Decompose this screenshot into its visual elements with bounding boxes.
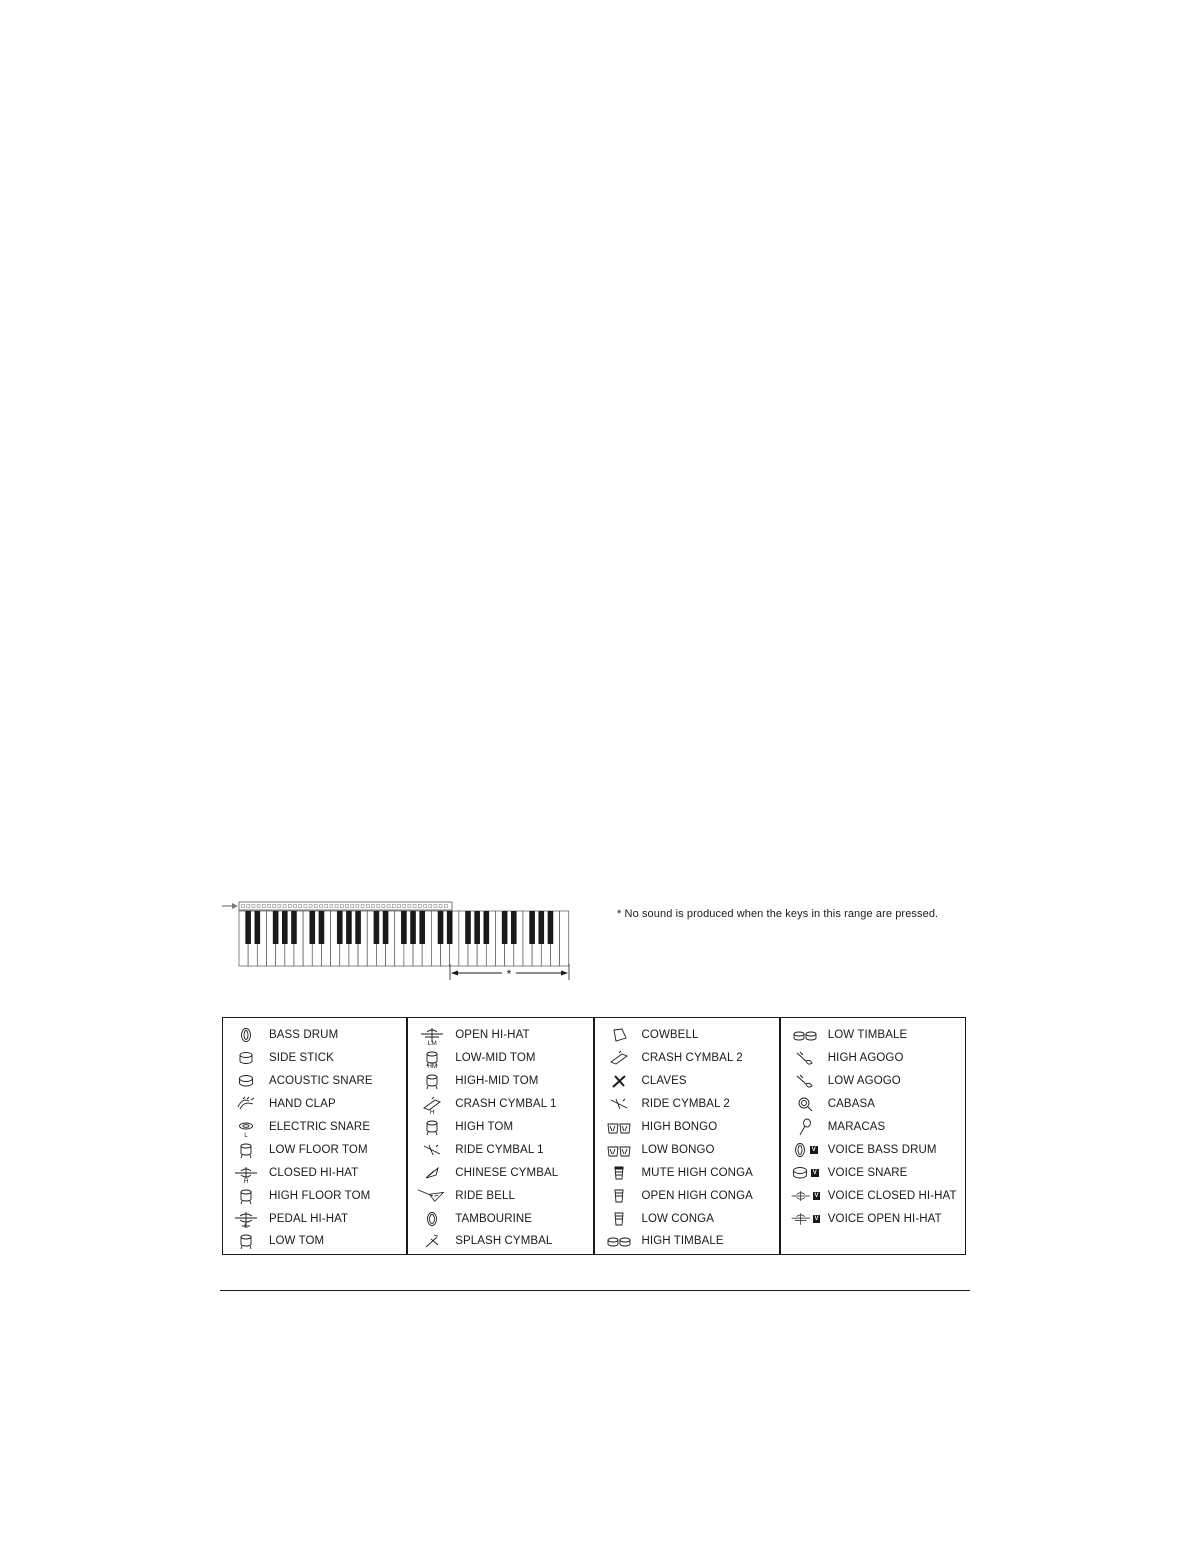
high-timbale-icon [604,1230,634,1252]
legend-label: VOICE OPEN HI-HAT [827,1212,942,1225]
legend-label: CLAVES [641,1075,687,1088]
strip-instrument-icon [309,905,312,908]
high-mid-tom-icon [417,1063,447,1092]
legend-label: HIGH BONGO [641,1121,718,1133]
bottom-rule [220,1290,970,1291]
legend-label: COWBELL [641,1029,699,1042]
cowbell-icon [604,1024,634,1046]
splash-cymbal-icon [417,1230,447,1252]
hand-clap-icon [231,1093,261,1115]
legend-label: OPEN HIGH CONGA [641,1189,753,1202]
legend-label: HIGH TIMBALE [641,1235,724,1248]
strip-instrument-icon [351,905,354,908]
legend-row [596,1093,779,1116]
voice-snare-icon [790,1162,820,1184]
legend-label: CLOSED HI-HAT [269,1166,359,1179]
strip-instrument-icon [257,905,260,908]
strip-instrument-icon [247,905,250,908]
legend-label: VOICE CLOSED HI-HAT [827,1189,957,1202]
black-key [538,911,544,944]
open-high-conga-icon [604,1185,634,1207]
black-key [346,911,352,944]
strip-instrument-icon [361,905,364,908]
strip-instrument-icon [242,905,245,908]
black-key [401,911,407,944]
legend-label: VOICE SNARE [827,1166,908,1179]
black-key [255,911,261,944]
strip-instrument-icon [424,905,427,908]
tom-mark: L [244,1223,248,1231]
legend-row [409,1093,592,1116]
crash-cymbal-2-icon [604,1047,634,1069]
legend-row [596,1161,779,1184]
white-key [560,911,569,966]
black-key [548,911,554,944]
strip-instrument-icon [398,905,401,908]
strip-instrument-icon [356,905,359,908]
legend-row [782,1184,965,1207]
ride-cymbal-2-icon [604,1093,634,1115]
high-agogo-icon [790,1047,820,1069]
legend-row [596,1116,779,1139]
legend-row [409,1109,592,1139]
strip-instrument-icon [283,905,286,908]
legend-label: LOW-MID TOM [455,1052,536,1065]
legend-label: RIDE CYMBAL 1 [455,1143,544,1156]
black-key [419,911,425,944]
strip-instrument-icon [372,905,375,908]
strip-instrument-icon [320,905,323,908]
legend-label: LOW TOM [269,1235,325,1248]
black-key [438,911,444,944]
legend-row [782,1070,965,1093]
legend-row [223,1093,406,1116]
side-stick-icon [231,1047,261,1069]
keyboard-diagram [220,898,580,984]
legend-label: ELECTRIC SNARE [269,1121,371,1133]
legend-label: SPLASH CYMBAL [455,1235,553,1248]
legend-row [223,1223,406,1253]
legend-label: HIGH FLOOR TOM [269,1189,371,1202]
black-key [529,911,535,944]
legend-label: VOICE BASS DRUM [827,1143,937,1156]
legend-row [782,1093,965,1116]
strip-instrument-icon [330,905,333,908]
legend-row [596,1184,779,1207]
legend-row [223,1161,406,1184]
legend-row [409,1184,592,1207]
strip-instrument-icon [387,905,390,908]
strip-instrument-icon [273,905,276,908]
voice-bass-drum-icon [790,1139,820,1161]
low-conga-icon [604,1208,634,1230]
legend-label: LOW AGOGO [827,1075,901,1088]
tom-mark: HM [427,1063,438,1071]
black-key [282,911,288,944]
legend-row [782,1207,965,1230]
black-key [273,911,279,944]
tom-mark: H [429,1109,435,1116]
black-key [502,911,508,944]
strip-instrument-icon [413,905,416,908]
strip-instrument-icon [288,905,291,908]
legend-label: RIDE CYMBAL 2 [641,1098,730,1111]
black-key [465,911,471,944]
legend-row [223,1207,406,1230]
legend-column [409,1018,592,1254]
strip-instrument-icon [439,905,442,908]
strip-instrument-icon [366,905,369,908]
legend-row [409,1138,592,1161]
icon-strip [242,905,448,908]
legend-row [596,1230,779,1253]
strip-instrument-icon [346,905,349,908]
legend-label: LOW BONGO [641,1143,715,1156]
legend-row [782,1138,965,1161]
legend-row [409,1063,592,1093]
tom-mark: LM [427,1040,437,1048]
legend-column [223,1018,406,1254]
strip-instrument-icon [382,905,385,908]
voice-closed-hi-hat-icon [790,1185,820,1207]
legend-label: LOW TIMBALE [827,1029,908,1042]
strip-instrument-icon [429,905,432,908]
legend-label: TAMBOURINE [455,1212,533,1225]
legend-row [596,1138,779,1161]
black-key [245,911,251,944]
bass-drum-icon [231,1024,261,1046]
strip-instrument-icon [392,905,395,908]
tom-mark: H [243,1177,249,1185]
black-key [383,911,389,944]
legend-label: OPEN HI-HAT [455,1029,530,1042]
legend-label: PEDAL HI-HAT [269,1212,349,1225]
black-key [511,911,517,944]
legend-column [782,1018,965,1254]
legend-label: BASS DRUM [269,1029,339,1042]
pointer-arrow-head [232,903,238,909]
strip-instrument-icon [325,905,328,908]
strip-instrument-icon [262,905,265,908]
voice-badge: V [814,1192,819,1199]
ride-bell-icon [417,1185,447,1207]
black-key [474,911,480,944]
black-key [355,911,361,944]
legend-label: CRASH CYMBAL 2 [641,1052,743,1065]
strip-instrument-icon [314,905,317,908]
ride-cymbal-1-icon [417,1139,447,1161]
drum-legend-table [222,1017,966,1255]
keyboard-svg [220,898,580,984]
legend-row [409,1161,592,1184]
strip-instrument-icon [444,905,447,908]
black-key [447,911,453,944]
black-key [410,911,416,944]
legend-row [223,1024,406,1047]
cabasa-icon [790,1093,820,1115]
legend-label: CABASA [827,1098,876,1111]
legend-label: LOW CONGA [641,1212,714,1225]
legend-label: HIGH AGOGO [827,1052,904,1065]
strip-instrument-icon [278,905,281,908]
low-timbale-icon [790,1024,820,1046]
legend-row [223,1131,406,1161]
tom-mark: L [244,1131,248,1139]
strip-instrument-icon [403,905,406,908]
legend-row [782,1047,965,1070]
black-key [374,911,380,944]
high-bongo-icon [604,1116,634,1138]
maracas-icon [790,1116,820,1138]
strip-instrument-icon [335,905,338,908]
legend-column [596,1018,779,1254]
range-arrow-right [561,971,568,976]
legend-row [782,1116,965,1139]
legend-label: MARACAS [827,1121,886,1133]
voice-badge: V [812,1169,817,1176]
strip-instrument-icon [377,905,380,908]
mute-high-conga-icon [604,1162,634,1184]
legend-label: SIDE STICK [269,1052,334,1065]
low-bongo-icon [604,1139,634,1161]
legend-row [223,1116,406,1139]
legend-row [596,1024,779,1047]
strip-instrument-icon [340,905,343,908]
legend-row [223,1177,406,1207]
strip-instrument-icon [418,905,421,908]
black-key [484,911,490,944]
legend-row [596,1070,779,1093]
legend-label: LOW FLOOR TOM [269,1143,368,1156]
voice-badge: V [811,1146,816,1153]
strip-instrument-icon [304,905,307,908]
chinese-cymbal-icon [417,1162,447,1184]
legend-label: HIGH TOM [455,1121,514,1133]
black-key [319,911,325,944]
tambourine-icon [417,1208,447,1230]
range-arrow-left [451,971,458,976]
legend-row [223,1070,406,1093]
black-key [291,911,297,944]
legend-row [782,1024,965,1047]
voice-badge: V [814,1215,819,1222]
strip-instrument-icon [299,905,302,908]
legend-row [409,1207,592,1230]
black-key [337,911,343,944]
legend-row [596,1047,779,1070]
range-note: * No sound is produced when the keys in this range are pressed. [617,908,939,920]
high-floor-tom-icon [231,1177,261,1207]
strip-instrument-icon [294,905,297,908]
legend-label: CRASH CYMBAL 1 [455,1098,557,1111]
legend-row [223,1047,406,1070]
strip-instrument-icon [408,905,411,908]
black-key [309,911,315,944]
legend-label: HIGH-MID TOM [455,1075,539,1088]
legend-label: ACOUSTIC SNARE [269,1075,373,1088]
strip-instrument-icon [434,905,437,908]
voice-open-hi-hat-icon [790,1208,820,1230]
claves-icon [604,1070,634,1092]
legend-label: HAND CLAP [269,1098,336,1111]
legend-label: RIDE BELL [455,1189,515,1202]
legend-row [596,1207,779,1230]
acoustic-snare-icon [231,1070,261,1092]
strip-instrument-icon [268,905,271,908]
legend-row [409,1230,592,1253]
legend-label: MUTE HIGH CONGA [641,1166,753,1179]
legend-row [782,1161,965,1184]
high-tom-icon [417,1109,447,1138]
legend-label: CHINESE CYMBAL [455,1166,559,1179]
low-floor-tom-icon [231,1131,261,1161]
range-asterisk: * [506,967,512,981]
low-tom-icon [231,1223,261,1252]
low-agogo-icon [790,1070,820,1092]
strip-instrument-icon [252,905,255,908]
